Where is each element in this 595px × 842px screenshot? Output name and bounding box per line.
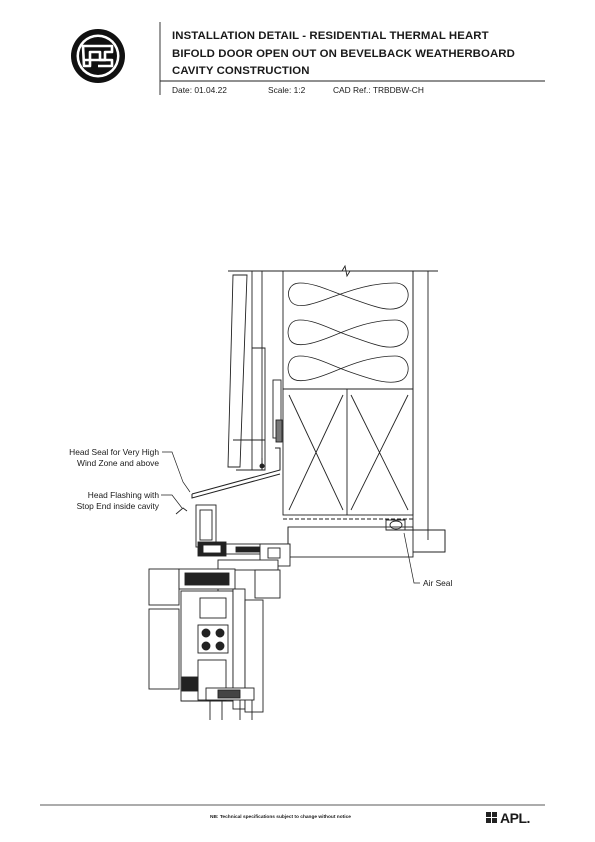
title-line-3: CAVITY CONSTRUCTION: [172, 65, 310, 77]
head-seal-label-line-1: Head Seal for Very High: [69, 447, 159, 457]
brand-name: APL.: [500, 810, 530, 826]
head-flashing-label-line-1: Head Flashing with: [87, 490, 159, 500]
timber-lintel: [283, 389, 413, 519]
header-frame: [160, 22, 545, 95]
head-seal-label: [40, 447, 159, 469]
head-flashing-label-line-2: Stop End inside cavity: [76, 501, 159, 511]
date-text: Date: 01.04.22: [172, 85, 227, 95]
title-line-2: BIFOLD DOOR OPEN OUT ON BEVELBACK WEATHERBOARD: [172, 48, 515, 60]
company-seal-icon: [71, 29, 125, 83]
insulation: [288, 283, 408, 382]
cad-ref-text: CAD Ref.: TRBDBW-CH: [333, 85, 424, 95]
weatherboards: [228, 275, 265, 470]
bifold-sash: [149, 569, 263, 720]
brand-logo-icon: [486, 812, 497, 823]
head-flashing-label: [40, 490, 159, 512]
title-line-1: INSTALLATION DETAIL - RESIDENTIAL THERMAL HEART: [172, 30, 489, 42]
scale-text: Scale: 1:2: [268, 85, 306, 95]
head-flashing: [192, 448, 280, 498]
air-seal-label: Air Seal: [423, 578, 453, 588]
head-seal-label-line-2: Wind Zone and above: [77, 458, 159, 468]
footer-note: NB: Technical specifications subject to change without notice: [210, 815, 351, 820]
wall-frame: [283, 271, 445, 552]
head-jamb-lining: [288, 520, 445, 557]
